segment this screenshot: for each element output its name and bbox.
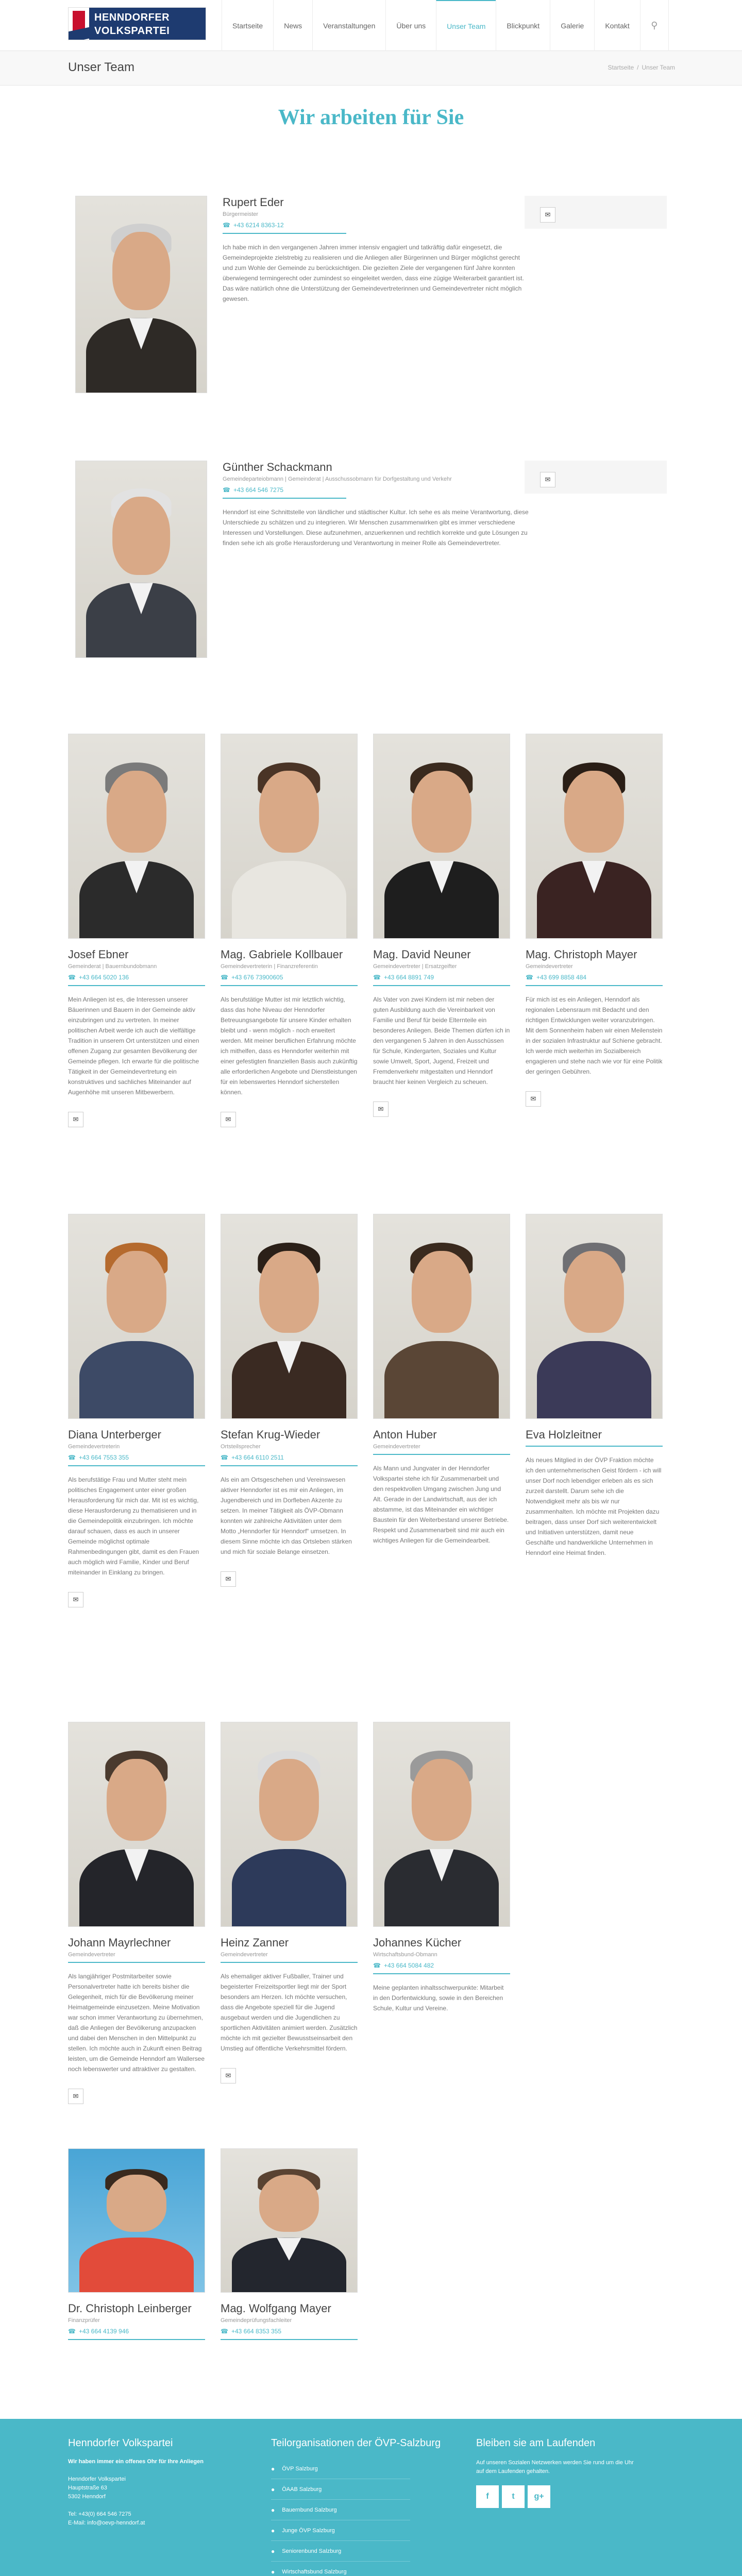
logo-line-1: HENNDORFER (94, 12, 170, 23)
member-phone-number: +43 664 5084 482 (383, 1962, 434, 1969)
divider (68, 985, 205, 986)
team-member-card (373, 1722, 510, 2013)
divider (526, 985, 663, 986)
phone-icon: ☎ (68, 2328, 76, 2335)
email-icon[interactable]: ✉ (221, 1571, 236, 1587)
team-member-card (373, 1214, 510, 1546)
member-name: Mag. David Neuner (373, 948, 471, 961)
member-phone-number: +43 664 7553 355 (78, 1454, 129, 1461)
email-icon[interactable]: ✉ (540, 472, 555, 487)
logo-line-2: VOLKSPARTEI (94, 25, 170, 37)
member-photo (68, 1722, 205, 1927)
team-member-card (221, 734, 358, 1127)
member-bio: Als ein am Ortsgeschehen und Vereinswesen aktiver Henndorfer ist es mir ein Anliegen, im Jugendbereich und im Dorfleben Akzente zu setzen. In meiner Tätigkeit als ÖVP-Obmann konnten wir zahlreiche Aktivitäten unter dem Motto „Henndorfer für Henndorf“ umsetzen. In diesem Sinne möchte ich das Ortsleben stärken und mich für soziale Belange einsetzen. (221, 1476, 352, 1555)
org-link-label: ÖVP Salzburg (282, 2465, 318, 2472)
footer-address (68, 2475, 254, 2528)
footer-title: Henndorfer Volkspartei (68, 2437, 173, 2449)
page-title: Unser Team (68, 60, 134, 74)
address-line: 5302 Henndorf (68, 2494, 106, 2500)
breadcrumb-home-link[interactable]: Startseite (608, 64, 634, 71)
section-headline: Wir arbeiten für Sie (278, 106, 464, 129)
member-role: Gemeindevertreter (526, 963, 573, 970)
member-role: Gemeindeprüfungsfachleiter (221, 2317, 292, 2324)
member-role: Gemeindevertreter | Ersatzgeifter (373, 963, 457, 970)
member-photo (221, 2148, 358, 2293)
member-role: Wirtschaftsbund-Obmann (373, 1952, 437, 1958)
member-phone[interactable] (223, 222, 532, 229)
footer-title: Teilorganisationen der ÖVP-Salzburg (271, 2437, 441, 2449)
phone-icon: ☎ (68, 974, 76, 981)
email-icon[interactable]: ✉ (68, 1592, 83, 1607)
member-name: Heinz Zanner (221, 1936, 289, 1949)
search-icon[interactable]: ⚲ (640, 0, 669, 51)
team-member-card (373, 734, 510, 1117)
member-photo (373, 1722, 510, 1927)
email-icon[interactable]: ✉ (221, 1112, 236, 1127)
map-marker-icon: ● (271, 2485, 275, 2493)
member-name: Anton Huber (373, 1428, 437, 1441)
nav-item-startseite[interactable]: Startseite (222, 0, 273, 51)
main-nav (222, 0, 669, 51)
map-marker-icon: ● (271, 2465, 275, 2472)
divider (221, 1962, 358, 1963)
member-name: Stefan Krug-Wieder (221, 1428, 321, 1441)
member-phone[interactable] (221, 1454, 358, 1461)
member-name: Mag. Christoph Mayer (526, 948, 637, 961)
member-role: Gemeindeparteiobmann | Gemeinderat | Ausschussobmann für Dorfgestaltung und Verkehr (223, 476, 452, 482)
nav-item-galerie[interactable]: Galerie (550, 0, 594, 51)
member-phone-number: +43 664 6110 2511 (231, 1454, 284, 1461)
member-bio: Als neues Mitglied in der ÖVP Fraktion möchte ich den unternehmerischen Geist fördern - ich will unser Dorf noch lebendiger erleben als es sich zurzeit darstellt. Darum sehe ich die Notwendigkeit mehr als bis wir nur zusammenhalten. Ich möchte mit Projekten dazu beitragen, dass unser Dorf sich weiterentwickelt und Initiativen unterstützen, damit neue Geschäfte und handwerkliche Unternehmen in Henndorf eine Heimat finden. (526, 1456, 662, 1556)
map-marker-icon: ● (271, 2506, 275, 2514)
logo-mark-icon (69, 8, 89, 40)
member-phone[interactable] (68, 2328, 205, 2335)
member-phone-number: +43 699 8858 484 (536, 974, 587, 981)
member-role: Gemeindevertreterin | Finanzreferentin (221, 963, 318, 970)
divider (221, 1465, 358, 1466)
contact-box (525, 196, 667, 229)
member-name: Mag. Wolfgang Mayer (221, 2302, 331, 2315)
member-photo (68, 1214, 205, 1419)
map-marker-icon: ● (271, 2527, 275, 2534)
team-member-card (68, 734, 205, 1127)
breadcrumb-current: Unser Team (642, 64, 675, 71)
nav-item-blickpunkt[interactable]: Blickpunkt (496, 0, 550, 51)
site-footer (0, 2419, 742, 2576)
member-name: Rupert Eder (223, 196, 284, 209)
divider (221, 2339, 358, 2340)
member-bio: Ich habe mich in den vergangenen Jahren immer intensiv engagiert und tatkräftig dafür eingesetzt, die Gemeindeprojekte zielstrebig zu realisieren und die Anliegen aller Bürgerinnen und Bürger möglichst gerecht und zum Wohle der Gemeinde zu berücksichtigen. Die gezielten Ziele der vergangenen fünf Jahre konnten überwiegend termingerecht oder zumindest so eingeleitet werden, dass eine zügige Weiterarbeit garantiert ist. Das wäre natürlich ohne die Unterstützung der Gemeindevertreterinnen und Gemeindevertreter nicht möglich gewesen. (223, 244, 524, 302)
member-role: Gemeindevertreter (373, 1444, 420, 1450)
member-phone[interactable] (68, 974, 205, 981)
email-icon[interactable]: ✉ (221, 2068, 236, 2083)
member-bio: Als Vater von zwei Kindern ist mir neben der guten Ausbildung auch die Vereinbarkeit von Familie und Beruf für beide Elternteile ein besonderes Anliegen. Beide Themen dürfen ich in den vergangenen 5 Jahren in den Ausschüssen für Schule, Kindergarten, Soziales und Kultur sowie Umwelt, Sport, Jugend, Freizeit und Fremdenverkehr mitgestalten und Henndorf braucht hier keinen Vergleich zu scheuen. (373, 996, 510, 1086)
org-link[interactable] (271, 2459, 410, 2479)
email-icon[interactable]: ✉ (373, 1101, 389, 1117)
member-photo (373, 734, 510, 939)
footer-social (476, 2437, 641, 2508)
phone-icon: ☎ (221, 974, 228, 981)
member-phone-number: +43 664 8353 355 (231, 2328, 282, 2335)
nav-item-ueber-uns[interactable]: Über uns (385, 0, 436, 51)
map-marker-icon: ● (271, 2568, 275, 2575)
divider (223, 498, 346, 499)
member-photo (221, 1722, 358, 1927)
footer-social-text: Auf unseren Sozialen Netzwerken werden Sie rund um die Uhr auf dem Laufenden gehalten. (476, 2460, 634, 2475)
footer-title: Bleiben sie am Laufenden (476, 2437, 596, 2449)
member-name: Johann Mayrlechner (68, 1936, 171, 1949)
member-phone-number: +43 676 73900605 (231, 974, 283, 981)
member-phone[interactable] (526, 974, 663, 981)
divider (373, 985, 510, 986)
member-phone[interactable] (223, 486, 532, 494)
nav-item-news[interactable]: News (273, 0, 312, 51)
org-link-label: Wirtschaftsbund Salzburg (282, 2568, 347, 2575)
member-name: Günther Schackmann (223, 461, 332, 473)
breadcrumb-separator: / (637, 64, 639, 71)
featured-member (75, 196, 667, 393)
phone-icon: ☎ (526, 974, 533, 981)
member-phone[interactable] (68, 1454, 205, 1461)
member-bio: Henndorf ist eine Schnittstelle von ländlicher und städtischer Kultur. Ich sehe es als meine Verantwortung, diese Unterschiede zu schätzen und zu integrieren. Wir Menschen zusammenwirken gibt es immer verschiedene Interessen und Vorstellungen. Diese aufzunehmen, anzuerkennen und rechtlich korrekte und gute Lösungen zu finden sehe ich als große Herausforderung und Verantwortung in meiner Rolle als Gemeindevertreter. (223, 509, 529, 547)
nav-item-kontakt[interactable]: Kontakt (594, 0, 639, 51)
member-role: Gemeinderat | Bauernbundobmann (68, 963, 157, 970)
member-photo (526, 1214, 663, 1419)
nav-item-unser-team[interactable]: Unser Team (436, 0, 496, 51)
phone-icon: ☎ (373, 1962, 381, 1969)
facebook-icon[interactable]: f (476, 2485, 499, 2508)
team-member-card (68, 2148, 205, 2348)
breadcrumb (608, 64, 675, 71)
member-phone-number: +43 664 4139 946 (78, 2328, 129, 2335)
member-phone[interactable] (221, 2328, 358, 2335)
phone-icon: ☎ (223, 486, 230, 494)
team-member-card (526, 734, 663, 1107)
member-bio: Als berufstätige Frau und Mutter steht mein politisches Engagement unter einer großen Herausforderung für mich dar. Mit ist es wichtig, diese Herausforderung zu thematisieren und in die Gemeindepolitik einzubringen. Ich möchte darauf schauen, dass es auch in unserer Gemeinde möglichst optimale Rahmenbedingungen gibt, damit es den Frauen auch möglich wird Familie, Kinder und Beruf miteinander in Einklang zu bringen. (68, 1476, 199, 1576)
member-photo (75, 461, 207, 658)
member-bio: Meine geplanten inhaltsschwerpunkte: Mitarbeit in den Dorfentwicklung, sowie in den Bereichen Schule, Kultur und Vereine. (373, 1984, 504, 2012)
footer-phone: Tel: +43(0) 664 546 7275 (68, 2511, 131, 2517)
member-photo (221, 1214, 358, 1419)
team-member-card (526, 1214, 663, 1558)
member-photo (526, 734, 663, 939)
member-phone-number: +43 6214 8363-12 (233, 222, 284, 229)
member-phone[interactable] (373, 1962, 510, 1969)
member-photo (68, 734, 205, 939)
divider (68, 1465, 205, 1466)
member-role: Gemeindevertreterin (68, 1444, 120, 1450)
team-member-card (221, 1722, 358, 2083)
member-bio: Als Mann und Jungvater in der Henndorfer Volkspartei stehe ich für Zusammenarbeit und den respektvollen Umgang zwischen Jung und Alt. Gerade in der Landwirtschaft, aus der ich abstamme, ist das Miteinander ein wichtiger Baustein für den Weiterbestand unserer Betriebe. Respekt und Zusammenarbeit sind mir auch ein wichtiges Anliegen für die Gemeindearbeit. (373, 1465, 509, 1544)
google-plus-icon[interactable]: g+ (528, 2485, 550, 2508)
org-link[interactable] (271, 2541, 410, 2562)
member-name: Josef Ebner (68, 948, 129, 961)
featured-member (75, 461, 667, 658)
team-member-card (68, 1722, 205, 2104)
member-role: Bürgermeister (223, 211, 259, 217)
logo-text (89, 8, 206, 40)
member-photo (75, 196, 207, 393)
org-link[interactable] (271, 2562, 410, 2576)
divider (373, 1454, 510, 1455)
org-link-label: Bauernbund Salzburg (282, 2506, 337, 2513)
twitter-icon[interactable]: t (502, 2485, 525, 2508)
nav-item-veranstaltungen[interactable]: Veranstaltungen (312, 0, 385, 51)
member-role: Ortsteilsprecher (221, 1444, 261, 1450)
address-line: Hauptstraße 63 (68, 2485, 107, 2491)
divider (68, 2339, 205, 2340)
phone-icon: ☎ (221, 1454, 228, 1461)
phone-icon: ☎ (223, 222, 230, 229)
member-phone[interactable] (373, 974, 510, 981)
map-marker-icon: ● (271, 2547, 275, 2555)
email-icon[interactable]: ✉ (526, 1091, 541, 1107)
org-link-label: Junge ÖVP Salzburg (282, 2527, 335, 2534)
member-name: Diana Unterberger (68, 1428, 161, 1441)
email-icon[interactable]: ✉ (540, 207, 555, 223)
phone-icon: ☎ (221, 2328, 228, 2335)
org-link[interactable] (271, 2520, 410, 2541)
phone-icon: ☎ (373, 974, 381, 981)
phone-icon: ☎ (68, 1454, 76, 1461)
footer-tagline: Wir haben immer ein offenes Ohr für Ihre Anliegen (68, 2459, 204, 2465)
member-phone-number: +43 664 546 7275 (233, 486, 284, 494)
contact-box (525, 461, 667, 494)
member-role: Gemeindevertreter (68, 1952, 115, 1958)
member-name: Johannes Kücher (373, 1936, 462, 1949)
team-member-card (68, 1214, 205, 1607)
site-logo[interactable] (68, 7, 206, 40)
member-role: Finanzprüfer (68, 2317, 100, 2324)
org-link-label: ÖAAB Salzburg (282, 2486, 322, 2493)
member-bio: Mein Anliegen ist es, die Interessen unserer Bäuerinnen und Bauern in der Gemeinde aktiv einzubringen und zu vertreten. In meiner politischen Arbeit werde ich auch die vielfältige Tradition in unserem Ort unterstützen und einen offenen Zugang zur gesamten Bevölkerung der Gemeinde pflegen. Ich erwarte für die politische Tätigkeit in der Gemeindevertretung ein konstruktives und sachliches Miteinander auf Augenhöhe mit unseren Mitbewerbern. (68, 996, 199, 1096)
member-role: Gemeindevertreter (221, 1952, 268, 1958)
member-photo (221, 734, 358, 939)
social-links (476, 2485, 641, 2508)
divider (221, 985, 358, 986)
footer-email[interactable]: E-Mail: info@oevp-henndorf.at (68, 2520, 145, 2526)
member-name: Dr. Christoph Leinberger (68, 2302, 192, 2315)
member-phone[interactable] (221, 974, 358, 981)
member-name: Eva Holzleitner (526, 1428, 602, 1441)
title-bar (0, 51, 742, 86)
divider (373, 1973, 510, 1974)
member-photo (68, 2148, 205, 2293)
site-header (0, 0, 742, 51)
email-icon[interactable]: ✉ (68, 2089, 83, 2104)
org-link[interactable] (271, 2500, 410, 2520)
member-details (223, 196, 532, 304)
member-phone-number: +43 664 8891 749 (383, 974, 434, 981)
team-member-card (221, 1214, 358, 1587)
member-bio: Als berufstätige Mutter ist mir letztlich wichtig, dass das hohe Niveau der Henndorfer Betreuungsangebote für unsere Kinder erhalten bleibt und - wenn möglich - noch erweitert werden. Mit meiner beruflichen Erfahrung möchte ich mithelfen, dass es Henndorfer weiterhin mit einer gefestigten finanziellen Basis auch zukünftig alle erforderlichen Angebote und Dienstleistungen für ein lebenswertes Henndorf sicherstellen können. (221, 996, 358, 1096)
divider (68, 1962, 205, 1963)
member-bio: Als ehemaliger aktiver Fußballer, Trainer und begeisterter Freizeitsportler liegt mir der Sport besonders am Herzen. Ich möchte versuchen, dass die Angebote speziell für die Jugend ausgebaut werden und die Jugendlichen zu sportlichen Aktivitäten animiert werden. Zusätzlich möchte ich mit gezielter Bewusstseinsarbeit den Umstieg auf öffentliche Verkehrsmittel fördern. (221, 1973, 358, 2052)
address-line: Henndorfer Volkspartei (68, 2476, 126, 2482)
member-details (223, 461, 532, 548)
member-bio: Für mich ist es ein Anliegen, Henndorf als regionalen Lebensraum mit Bedacht und den richtigen Entwicklungen weiter voranzubringen. Mit dem Sonnenheim haben wir einen Meilenstein in der sozialen Infrastruktur auf Schiene gebracht. Ich werde mich weiterhin im Sozialbereich engagieren und stehe nach wie vor für eine Politik der geringen Gebühren. (526, 996, 663, 1075)
email-icon[interactable]: ✉ (68, 1112, 83, 1127)
member-bio: Als langjähriger Postmitarbeiter sowie Personalvertreter hatte ich bereits bisher die Gelegenheit, mich für die Bevölkerung meiner Heimatgemeinde einzusetzen. Meine Motivation war schon immer Verantwortung zu übernehmen, daß die Anliegen der Bevölkerung anzupacken und dabei den Menschen in den Mittelpunkt zu stellen. Ich möchte auch in Zukunft einen Beitrag leisten, um die Gemeinde Henndorf am Wallersee noch lebenswerter und attraktiver zu gestalten. (68, 1973, 205, 2073)
team-member-card (221, 2148, 358, 2348)
member-name: Mag. Gabriele Kollbauer (221, 948, 343, 961)
divider (223, 233, 346, 234)
member-photo (373, 1214, 510, 1419)
org-link[interactable] (271, 2479, 410, 2500)
org-link-label: Seniorenbund Salzburg (282, 2548, 342, 2554)
footer-about (68, 2437, 254, 2528)
footer-organizations (271, 2437, 467, 2576)
divider (526, 1446, 663, 1447)
member-phone-number: +43 664 5020 136 (78, 974, 129, 981)
